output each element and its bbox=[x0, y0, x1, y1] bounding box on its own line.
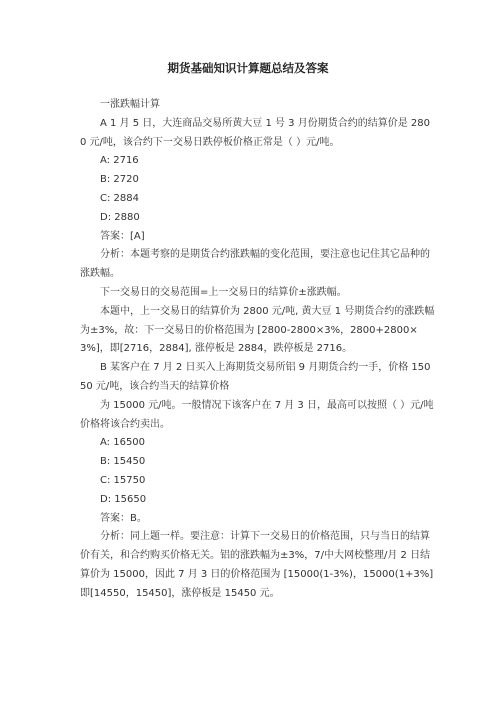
paragraph: B 某客户在 7 月 2 日买入上海期货交易所铝 9 月期货合约一手，价格 15050 元/吨，该合约当天的结算价格 bbox=[80, 362, 431, 392]
paragraph: B: 2720 bbox=[100, 174, 139, 186]
paragraph: C: 2884 bbox=[100, 192, 139, 204]
document-body bbox=[80, 96, 436, 604]
paragraph: 一涨跌幅计算 bbox=[100, 99, 160, 110]
paragraph: 下一交易日的交易范围=上一交易日的结算价±涨跌幅。 bbox=[100, 286, 347, 298]
paragraph: 答案：B。 bbox=[100, 512, 147, 524]
paragraph: 分析：同上题一样。要注意：计算下一交易日的价格范围，只与当日的结算价有关，和合约购买价格无关。铝的涨跌幅为±3%，7/中大网校整理/月 2 日结算价为 15000，因此 7 月 3 日的价格范围为 [15000(1-3%)，15000(1+3%] 即[14550，15450]，涨停板是 15450 元。 bbox=[80, 531, 434, 599]
paragraph: A: 16500 bbox=[100, 437, 146, 449]
paragraph: 本题中，上一交易日的结算价为 2800 元/吨, 黄大豆 1 号期货合约的涨跌幅为±3%，故：下一交易日的价格范围为 [2800-2800×3%，2800+2800×3%]，即[2716，2884], 涨停板是 2884，跌停板是 2716。 bbox=[80, 305, 435, 355]
paragraph: D: 15650 bbox=[100, 493, 147, 505]
paragraph: B: 15450 bbox=[100, 456, 146, 468]
paragraph: 答案：[A] bbox=[100, 230, 145, 242]
paragraph: A: 2716 bbox=[100, 155, 139, 167]
document-title: 期货基础知识计算题总结及答案 bbox=[167, 61, 329, 75]
paragraph: D: 2880 bbox=[100, 211, 140, 223]
paragraph: C: 15750 bbox=[100, 474, 146, 486]
paragraph: 为 15000 元/吨。一般情况下该客户在 7 月 3 日，最高可以按照（ ）元/吨价格将该合约卖出。 bbox=[80, 399, 434, 430]
paragraph: 分析：本题考察的是期货合约涨跌幅的变化范围，要注意也记住其它品种的涨跌幅。 bbox=[80, 249, 430, 280]
paragraph: A 1 月 5 日，大连商品交易所黄大豆 1 号 3 月份期货合约的结算价是 2800 元/吨，该合约下一交易日跌停板价格正常是（ ）元/吨。 bbox=[80, 117, 430, 148]
